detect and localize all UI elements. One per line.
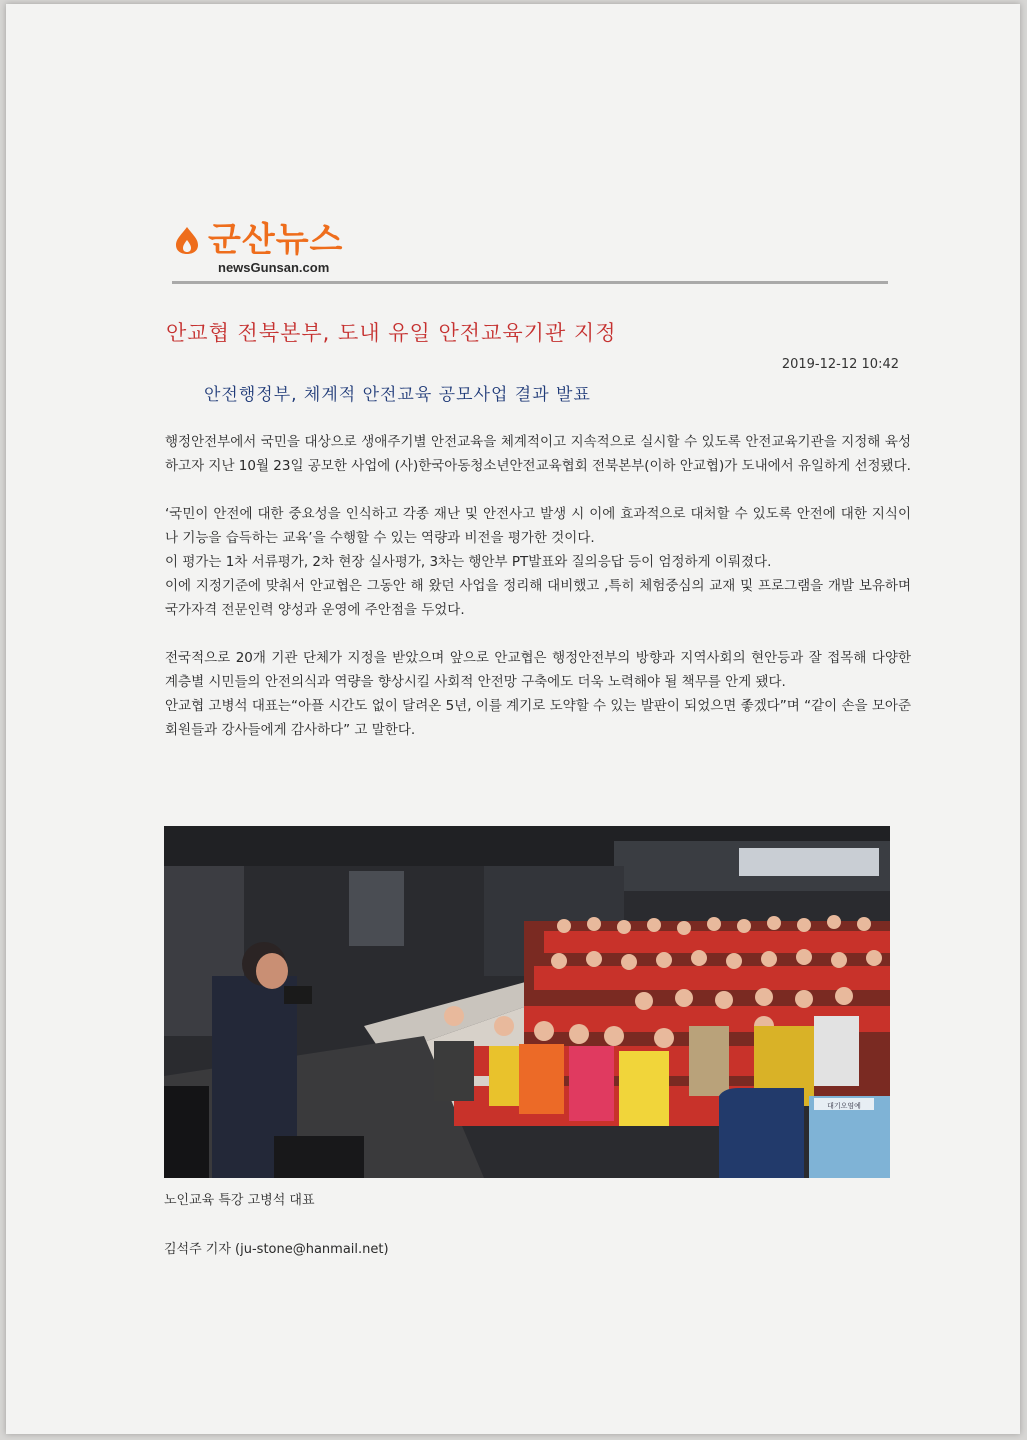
- photo-caption: 노인교육 특강 고병석 대표: [164, 1193, 315, 1208]
- lecture-hall-photo: [164, 826, 890, 1178]
- document-page: [6, 4, 1020, 1434]
- article-subheadline: 안전행정부, 체계적 안전교육 공모사업 결과 발표: [204, 385, 591, 405]
- article-body: [165, 430, 911, 742]
- paragraph: 행정안전부에서 국민을 대상으로 생애주기별 안전교육을 체계적이고 지속적으로 실시할 수 있도록 안전교육기관을 지정해 육성하고자 지난 10월 23일 공모한 사업에 (사)한국아동청소년안전교육협회 전북본부(이하 안교협)가 도내에서 유일하게 선정됐다.: [165, 434, 911, 474]
- article-date: 2019-12-12 10:42: [781, 357, 899, 372]
- flame-icon: [172, 225, 202, 255]
- paragraph: 이 평가는 1차 서류평가, 2차 현장 실사평가, 3차는 행안부 PT발표와 질의응답 등이 엄정하게 이뤄졌다.: [165, 554, 772, 570]
- logo-name: 군산뉴스: [208, 220, 344, 260]
- masthead-divider: [172, 281, 888, 284]
- hall-sign: 대기오염예: [827, 1102, 861, 1110]
- paragraph: 안교협 고병석 대표는“아플 시간도 없이 달려온 5년, 이를 계기로 도약할 수 있는 발판이 되었으면 좋겠다”며 “같이 손을 모아준 회원들과 강사들에게 감사하다” 고 말한다.: [165, 698, 911, 738]
- article-headline: 안교협 전북본부, 도내 유일 안전교육기관 지정: [166, 321, 617, 345]
- article-byline: 김석주 기자 (ju-stone@hanmail.net): [164, 1242, 389, 1257]
- article-photo: [164, 826, 890, 1178]
- paragraph: 전국적으로 20개 기관 단체가 지정을 받았으며 앞으로 안교협은 행정안전부의 방향과 지역사회의 현안등과 잘 접목해 다양한 계층별 시민들의 안전의식과 역량을 향상시킬 사회적 안전망 구축에도 더욱 노력해야 될 책무를 안게 됐다.: [165, 650, 911, 690]
- paragraph: ‘국민이 안전에 대한 중요성을 인식하고 각종 재난 및 안전사고 발생 시 이에 효과적으로 대처할 수 있도록 안전에 대한 지식이나 기능을 습득하는 교육’을 수행할 수 있는 역량과 비전을 평가한 것이다.: [165, 506, 911, 546]
- masthead-logo[interactable]: [172, 222, 343, 275]
- logo-url: newsGunsan.com: [218, 260, 330, 275]
- paragraph: 이에 지정기준에 맞춰서 안교협은 그동안 해 왔던 사업을 정리해 대비했고 ,특히 체험중심의 교재 및 프로그램을 개발 보유하며 국가자격 전문인력 양성과 운영에 주안점을 두었다.: [165, 578, 911, 618]
